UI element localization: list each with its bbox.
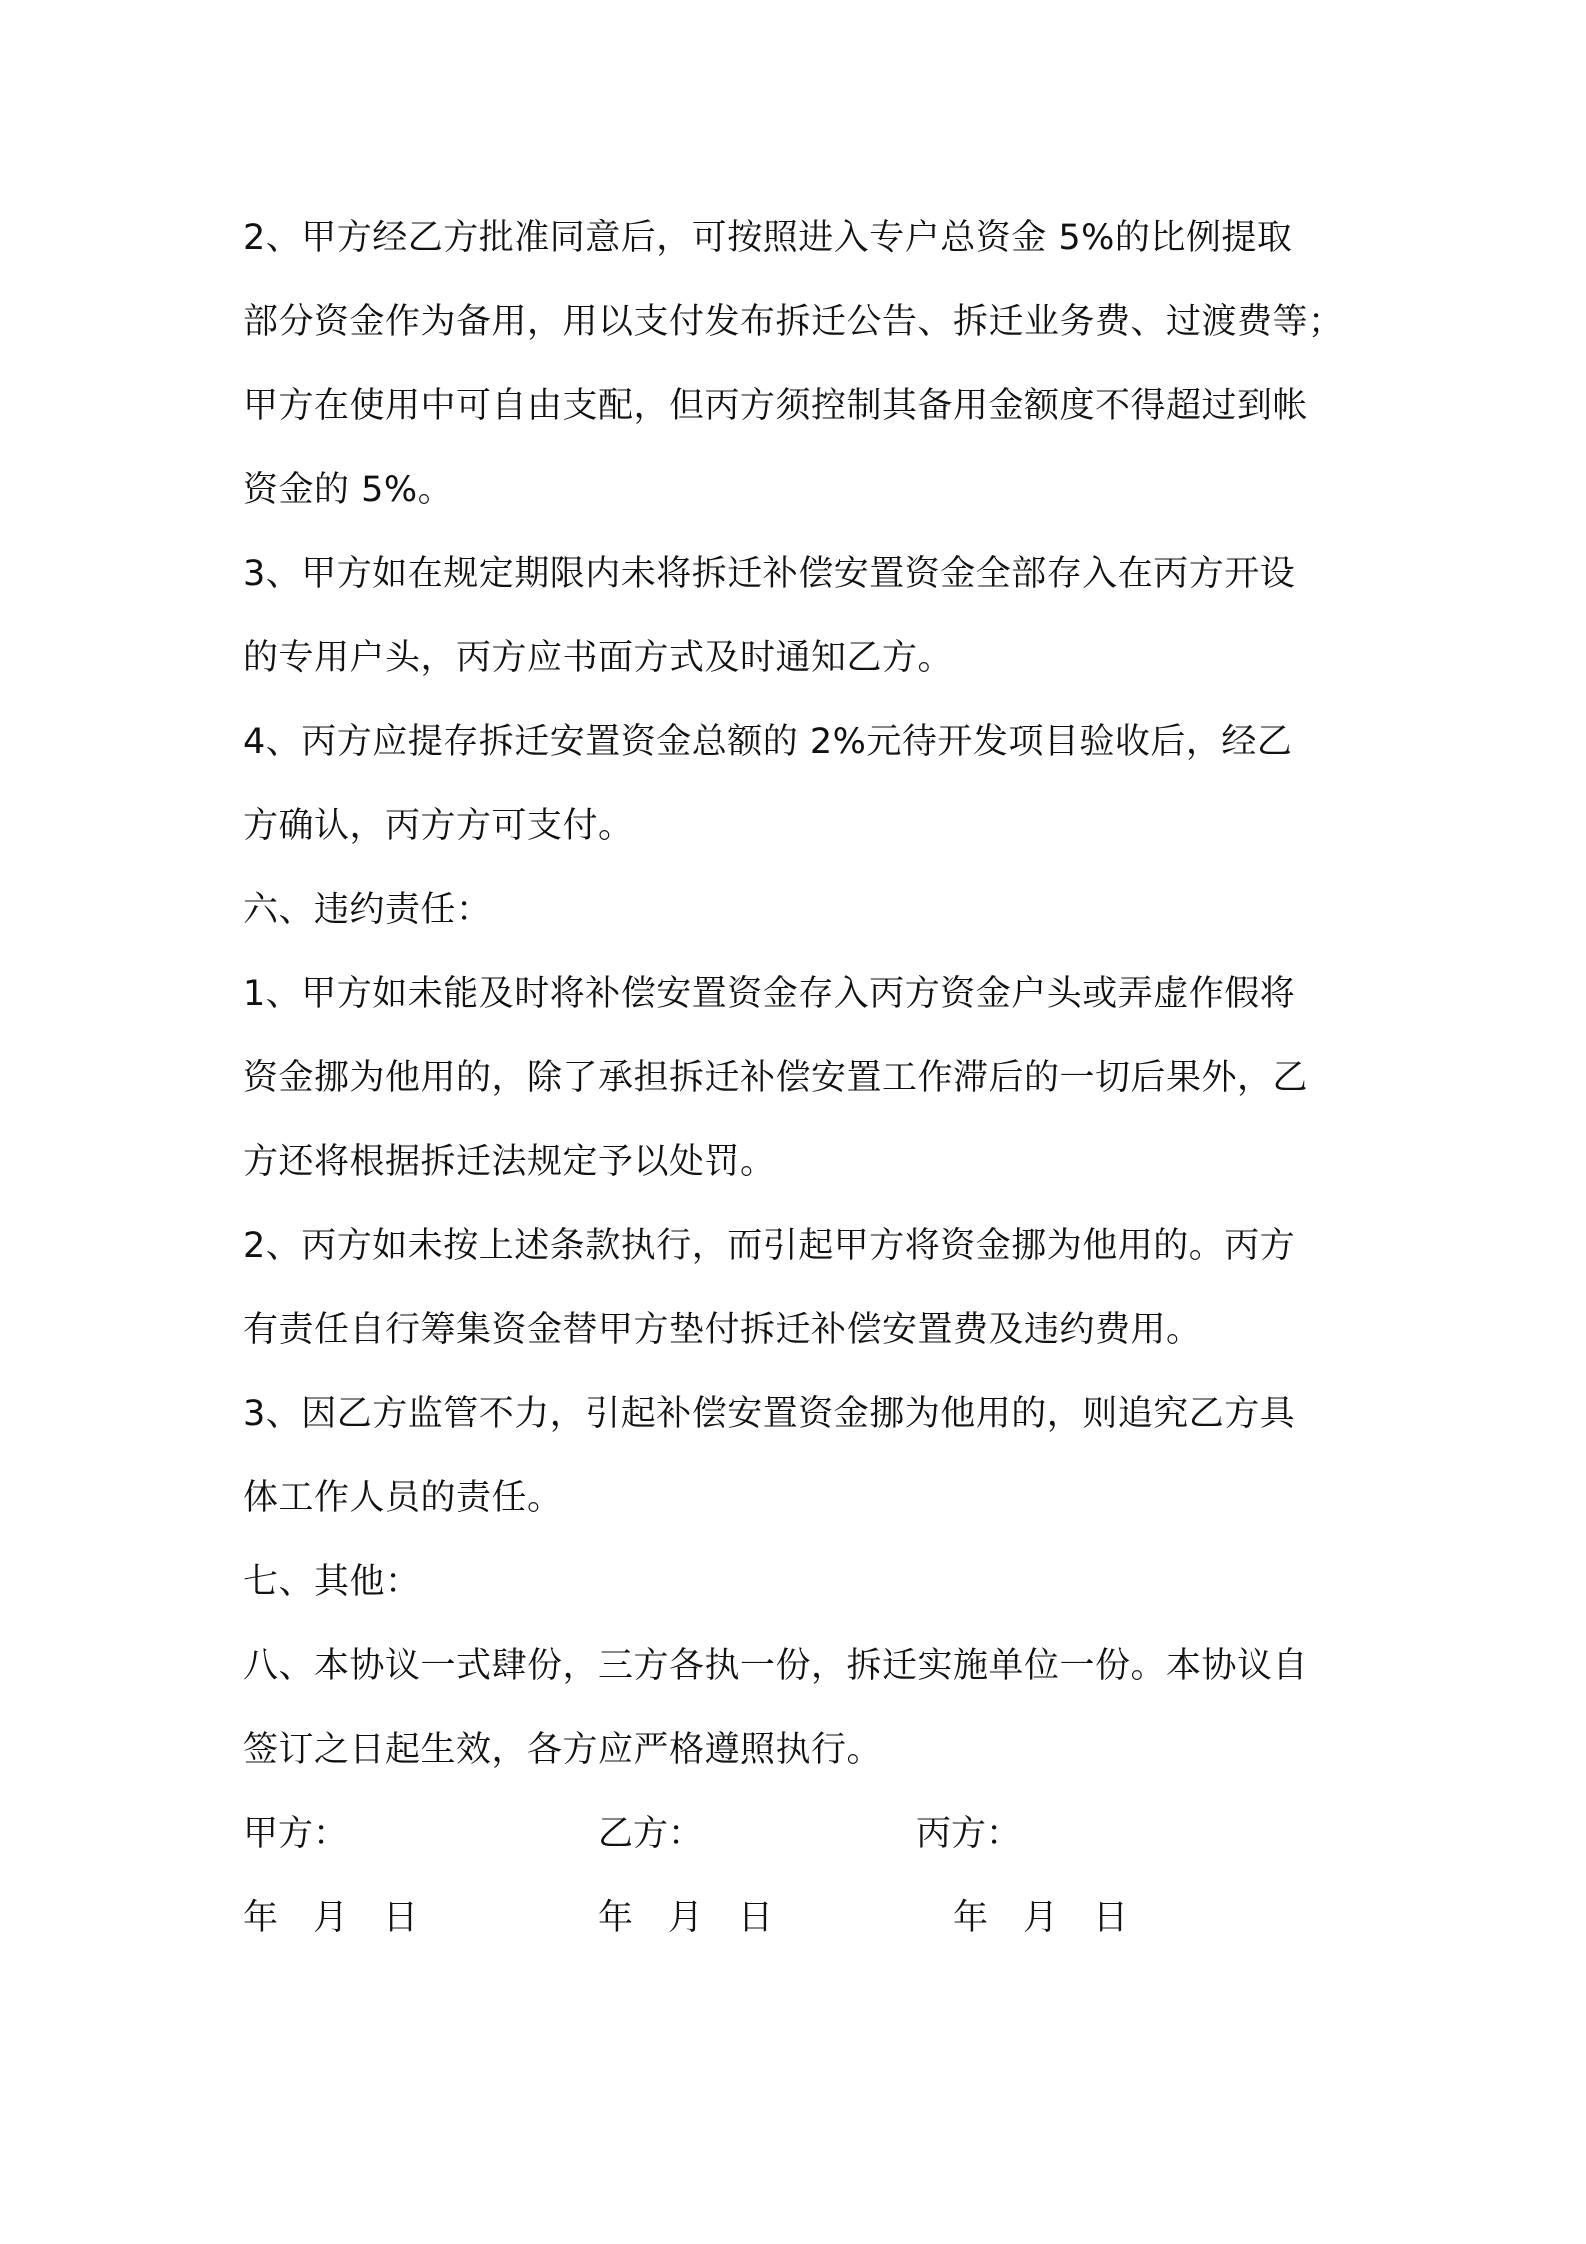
party-c-date: 年 月 日 bbox=[953, 1898, 1129, 1938]
party-b-label: 乙方： bbox=[598, 1814, 704, 1854]
signature-row bbox=[243, 1792, 1353, 1876]
paragraph-line: 资金挪为他用的，除了承担拆迁补偿安置工作滞后的一切后果外，乙 bbox=[243, 1058, 1309, 1098]
paragraph-line: 2、丙方如未按上述条款执行，而引起甲方将资金挪为他用的。丙方 bbox=[243, 1226, 1296, 1266]
paragraph-line: 甲方在使用中可自由支配，但丙方须控制其备用金额度不得超过到帐 bbox=[243, 386, 1309, 426]
section-heading: 六、违约责任： bbox=[243, 890, 492, 930]
section-heading: 七、其他： bbox=[243, 1562, 421, 1602]
paragraph-line: 方还将根据拆迁法规定予以处罚。 bbox=[243, 1142, 776, 1182]
party-c-label: 丙方： bbox=[916, 1814, 1022, 1854]
date-row bbox=[243, 1876, 1353, 1960]
paragraph-line: 八、本协议一式肆份，三方各执一份，拆迁实施单位一份。本协议自 bbox=[243, 1646, 1309, 1686]
paragraph-line: 3、甲方如在规定期限内未将拆迁补偿安置资金全部存入在丙方开设 bbox=[243, 554, 1296, 594]
paragraph-line: 签订之日起生效，各方应严格遵照执行。 bbox=[243, 1730, 883, 1770]
paragraph-line: 的专用户头，丙方应书面方式及时通知乙方。 bbox=[243, 638, 954, 678]
paragraph-line: 4、丙方应提存拆迁安置资金总额的 2%元待开发项目验收后，经乙 bbox=[243, 722, 1293, 762]
paragraph-line: 体工作人员的责任。 bbox=[243, 1478, 563, 1518]
paragraph-line: 资金的 5%。 bbox=[243, 470, 454, 510]
paragraph-line: 方确认，丙方方可支付。 bbox=[243, 806, 634, 846]
paragraph-line: 有责任自行筹集资金替甲方垫付拆迁补偿安置费及违约费用。 bbox=[243, 1310, 1202, 1350]
paragraph-line: 3、因乙方监管不力，引起补偿安置资金挪为他用的，则追究乙方具 bbox=[243, 1394, 1296, 1434]
party-b-date: 年 月 日 bbox=[598, 1898, 774, 1938]
paragraph-line: 1、甲方如未能及时将补偿安置资金存入丙方资金户头或弄虚作假将 bbox=[243, 974, 1296, 1014]
party-a-label: 甲方： bbox=[243, 1814, 349, 1854]
document-body bbox=[243, 196, 1353, 1960]
paragraph-line: 2、甲方经乙方批准同意后，可按照进入专户总资金 5%的比例提取 bbox=[243, 218, 1293, 258]
party-a-date: 年 月 日 bbox=[243, 1898, 419, 1938]
paragraph-line: 部分资金作为备用，用以支付发布拆迁公告、拆迁业务费、过渡费等； bbox=[243, 302, 1344, 342]
